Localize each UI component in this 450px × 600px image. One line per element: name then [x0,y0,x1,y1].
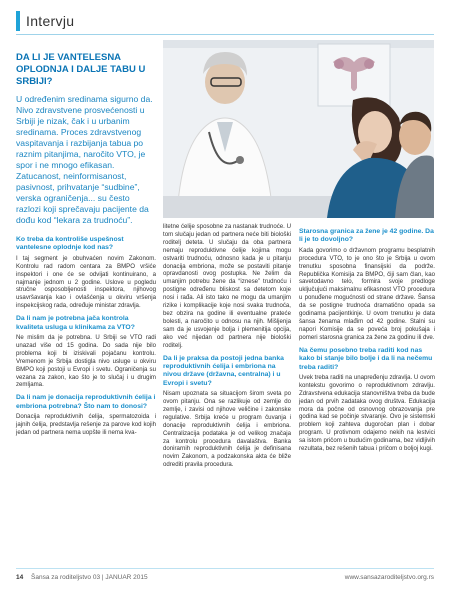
section-accent-bar [16,11,20,31]
answer: Nisam upoznata sa situacijom širom sveta po ovom pitanju. Ona se razlikuje od zemlje do zemlje, i zavisi od njihove veličine i zakonske regulative. Srbija kreće u program čuvanja i donacije reproduktivnih ćelija i embriona. Centralizacija podataka je od velikog značaja za kontrolu procedura davalaštva. Banka donirarnih reproduktivnih ćelija je definisana novim Zakonom, a podzakonska akta će bliže odrediti pravila procedura. [163,390,291,469]
consultation-photo [163,40,434,218]
intro-body: U određenim sredinama sigurno da. Nivo zdravstvene prosvećenosti u Srbiji je nizak, čak i u urbanim sredinama. Proces zdravstvenog vaspitavanja i razbijanja tabua po raznim pitanjima, naročito VTO, je spor i ne mnogo efikasan. Zatucanost, neinformisanost, pasivnost, prihvatanje “sudbine”, verska ograničenja... su često razlozi koji sprečavaju pacijente da dođu kod “lekara za trudnoću”. [16,94,153,225]
qa-block [163,223,291,350]
answer: Kada govorimo o državnom programu besplatnih procedura VTO, to je ono što je Srbija u ovom trenutku sposobna finansijski da podrže. Republička Komisija za BMPO, čiji sam član, kao savetodavno telo, formira svoje predloge uključujući maksimalnu efikasnost VTO procedura u ponuđene mogućnosti od strane države. Šansa da se postigne trudnoća dramatično opada sa godinama pacijentkinje. U ovom trenutku je data šansa ženama mlađim od 42 godine. Stalni su napori Komisije da se poveća broj pokušaja i pomeri starosna granica za žene za godinu ili dve. [299,246,435,341]
column-middle [163,223,291,471]
answer: Donacija reproduktivnih ćelija, spermatozoida i jajnih ćelija, predstavlja rešenje za parove kod kojih jedan od partnera nema uopšte ili nema kva- [16,413,156,436]
column-left [16,52,156,439]
page-number: 14 [16,574,24,581]
answer: Uvek treba raditi na unapređenju zdravlja. U ovom kontekstu govorimo o reproduktivnom zdravlju. Zdravstvena edukacija stanovništva treba da bude jedan od prvih zadataka ovog društva. Edukacija mora da počne od osnovnog obrazovanja pre godina kad se počinje stvaranje. Ovo je sistemski problem koji zahteva dugoročan plan i dobar program. U protivnom odajemo nekih na lestvici sa istom pričom u budućim godinama, bez vidljivih rezultata, bez rešenih tabua i pričom o boljoj kugi. [299,373,435,453]
column-right [299,223,435,455]
question: Na čemu posebno treba raditi kod nas kako bi stanje bilo bolje i da li na nečemu treba raditi? [299,346,433,371]
qa-block [299,228,435,342]
footer-divider [16,568,434,569]
question: Starosna granica za žene je 42 godine. Da li je to dovoljno? [299,228,434,244]
answer: litetne ćelije sposobne za nastanak trudnoće. U tom slučaju jedan od partnera neće biti biološki roditelj deteta. U slučaju da oba partnera nemaju reproduktivne ćelije kojima mogu ostvariti trudnoću, odnosno kada je u pitanju donacija embriona, može se postaviti pitanje opravdanosti ovog postupka. Ne želim da umanjim potrebu žene da “iznese” trudnoću i postigne određenu bliskost sa detetom koje nosi i rađa. Ali isto tako ne mogu da umanjim rizike i komplikacije koje nosi svaka trudnoća, bez obzira na godine ili eventualne prateće bolesti, a naročito u odnosu na njih. Mišljenja sam da je usvojenje bolja i plemenitija opcija, ako već nijedan od partnera nije biološki roditelj. [163,223,291,349]
page-footer [16,574,434,581]
section-header [16,10,74,32]
header-divider [16,34,434,35]
footer-url: www.sansazaroditeljstvo.org.rs [344,574,434,581]
answer: Ne mislim da je potrebna. U Srbiji se VTO radi unazad više od 15 godina. Do sada nije bilo problema koji bi iziskivali pojačanu kontrolu. Vremenom je Srbija dostigla nivo usluge u okviru BMPO koji postoji u Evropi i svetu. Ograničenja su vezana za zakon, kao što je to slučaj i u drugim zemljama. [16,333,156,389]
qa-block [16,315,156,389]
question: Da li nam je donacija reproduktivnih ćelija i embriona potrebna? Što nam to donosi? [16,394,156,410]
question: Da li nam je potrebna jača kontrola kvaliteta usluga u klinikama za VTO? [16,315,135,331]
question: Da li je praksa da postoji jedna banka reproduktivnih ćelija i embriona na nivou države (državna, centralna) i u Evropi i svetu? [163,354,284,387]
qa-block [16,236,156,310]
qa-block [16,394,156,437]
footer-left [16,574,148,581]
intro-heading: DA LI JE VANTELESNA OPLODNJA I DALJE TABU U SRBIJI? [16,52,146,87]
qa-block [299,347,435,453]
magazine-name: Šansa za roditeljstvo [31,574,92,581]
issue-label: 03 | JANUAR 2015 [92,574,148,581]
qa-block [163,355,291,470]
section-title: Intervju [26,13,75,29]
question: Ko treba da kontroliše uspešnost vantelesne oplodnje kod nas? [16,236,124,252]
answer: I taj segment je obuhvaćen novim Zakonom. Kontrolu rad radom centara za BMPO vršiće inspektori i one će se odvijati kontinuirano, a najmanje jednom u 2 godine. Uslove u pogledu stručne osposobljenosti inspektora, njihovog usavršavanja kao i ovlašćenja u okviru vršenja inspekcijskog rada, određuje ministar zdravlja. [16,254,156,310]
